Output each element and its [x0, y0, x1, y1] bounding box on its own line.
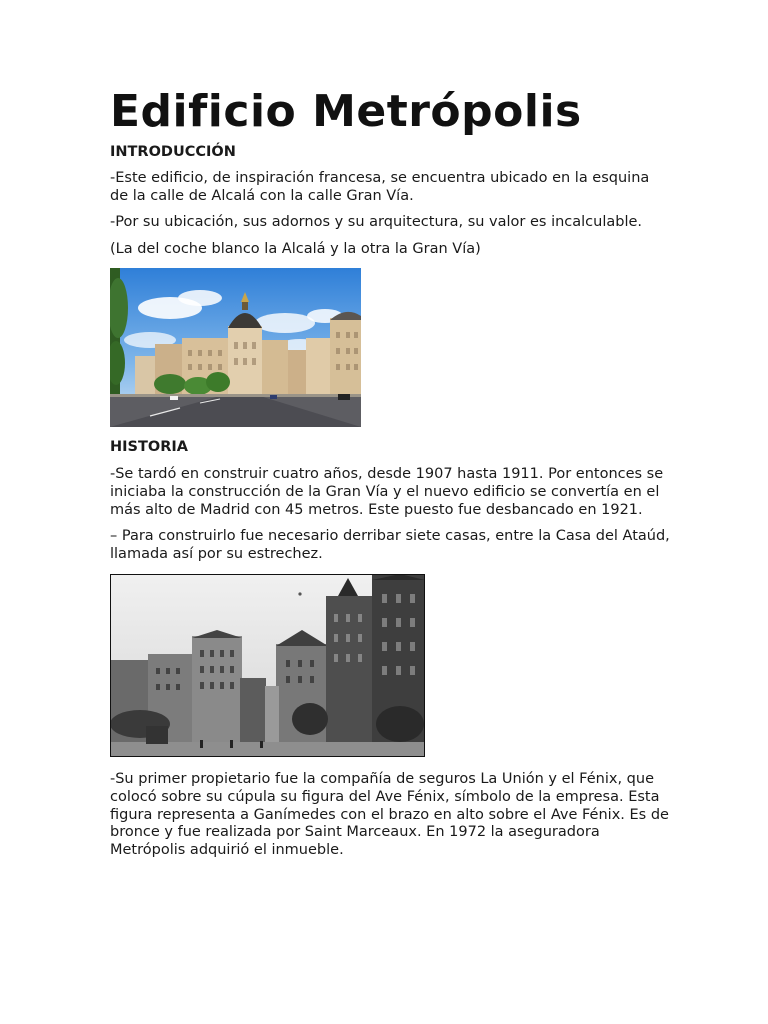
modern-street-photo	[110, 268, 361, 427]
history-paragraph-1: -Se tardó en construir cuatro años, desde 1907 hasta 1911. Por entonces se iniciaba la construcción de la Gran Vía y el nuevo edificio se convertía en el más alto de Madrid con 45 metros. Este puesto fue desbancado en 1921.	[110, 466, 664, 518]
page-title: Edificio Metrópolis	[110, 86, 582, 137]
intro-paragraph-2: -Por su ubicación, sus adornos y su arquitectura, su valor es incalculable.	[110, 214, 643, 231]
history-paragraph-3: -Su primer propietario fue la compañía de seguros La Unión y el Fénix, que colocó sobre su cúpula su figura del Ave Fénix, símbolo de la empresa. Esta figura representa a Ganímedes con el brazo en alto sobre el Ave Fénix. Es de bronce y fue realizada por Saint Marceaux. En 1972 la aseguradora Metrópolis adquirió el inmueble.	[110, 771, 669, 858]
intro-heading: INTRODUCCIÓN	[110, 144, 236, 160]
history-paragraph-2: – Para construirlo fue necesario derribar siete casas, entre la Casa del Ataúd, llamada así por su estrechez.	[110, 528, 670, 562]
history-heading: HISTORIA	[110, 439, 188, 456]
historic-street-photo	[110, 574, 425, 757]
document-page	[110, 86, 670, 859]
intro-paragraph-3: (La del coche blanco la Alcalá y la otra la Gran Vía)	[110, 240, 481, 257]
intro-paragraph-1: -Este edificio, de inspiración francesa, se encuentra ubicado en la esquina de la calle de Alcalá con la calle Gran Vía.	[110, 170, 650, 204]
